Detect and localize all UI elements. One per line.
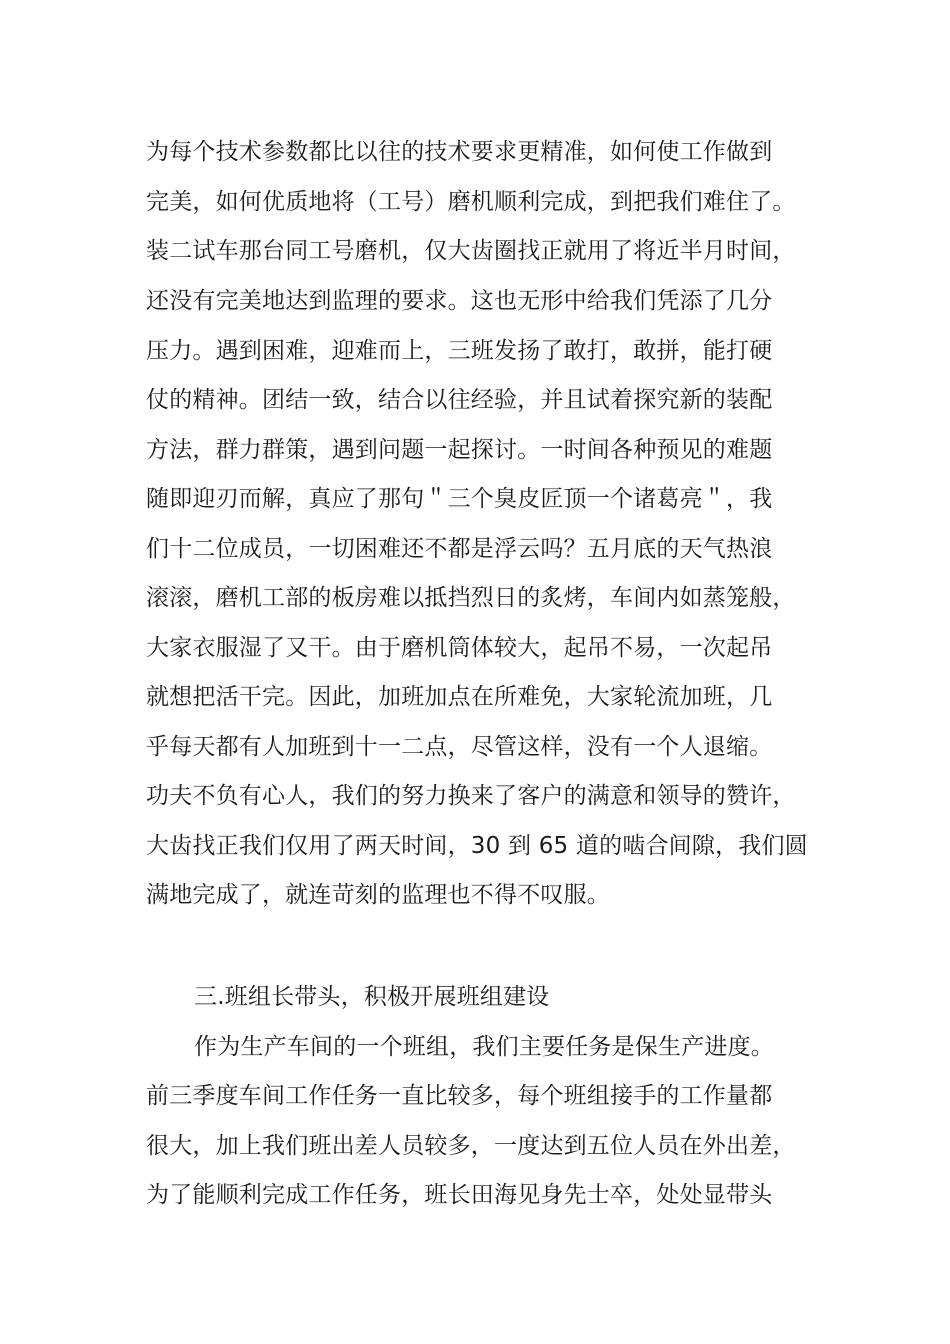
text-line: 压力。遇到困难，迎难而上，三班发扬了敢打，敢拼，能打硬 (146, 338, 773, 364)
text-line: 完美，如何优质地将（工号）磨机顺利完成，到把我们难住了。 (146, 189, 796, 215)
text-line: 为了能顺利完成工作任务，班长田海见身先士卒，处处显带头 (146, 1182, 773, 1208)
text-line: 作为生产车间的一个班组，我们主要任务是保生产进度。 (194, 1034, 774, 1060)
section-heading: 三.班组长带头，积极开展班组建设 (194, 984, 550, 1010)
text-line: 滚滚，磨机工部的板房难以抵挡烈日的炙烤，车间内如蒸笼般， (146, 585, 796, 611)
text-line: 乎每天都有人加班到十一二点，尽管这样，没有一个人退缩。 (146, 734, 773, 760)
text-line: 前三季度车间工作任务一直比较多，每个班组接手的工作量都 (146, 1083, 773, 1109)
text-line: 很大，加上我们班出差人员较多，一度达到五位人员在外出差， (146, 1133, 796, 1159)
text-line: 就想把活干完。因此，加班加点在所难免，大家轮流加班，几 (146, 684, 773, 710)
text-line: 装二试车那台同工号磨机，仅大齿圈找正就用了将近半月时间， (146, 238, 796, 264)
text-line: 还没有完美地达到监理的要求。这也无形中给我们凭添了几分 (146, 288, 773, 314)
text-line: 为每个技术参数都比以往的技术要求更精准，如何使工作做到 (146, 139, 773, 165)
text-line: 们十二位成员，一切困难还不都是浮云吗？五月底的天气热浪 (146, 536, 773, 562)
text-line: 方法，群力群策，遇到问题一起探讨。一时间各种预见的难题 (146, 437, 773, 463)
text-line: 功夫不负有心人，我们的努力换来了客户的满意和领导的赞许， (146, 783, 796, 809)
text-line: 大齿找正我们仅用了两天时间，30 到 65 道的啮合间隙，我们圆 (146, 833, 808, 859)
text-line: 满地完成了，就连苛刻的监理也不得不叹服。 (146, 882, 610, 908)
text-line: 大家衣服湿了又干。由于磨机筒体较大，起吊不易，一次起吊 (146, 635, 773, 661)
text-line: 仗的精神。团结一致，结合以往经验，并且试着探究新的装配 (146, 387, 773, 413)
text-line: 随即迎刃而解，真应了那句＂三个臭皮匠顶一个诸葛亮＂，我 (146, 486, 773, 512)
